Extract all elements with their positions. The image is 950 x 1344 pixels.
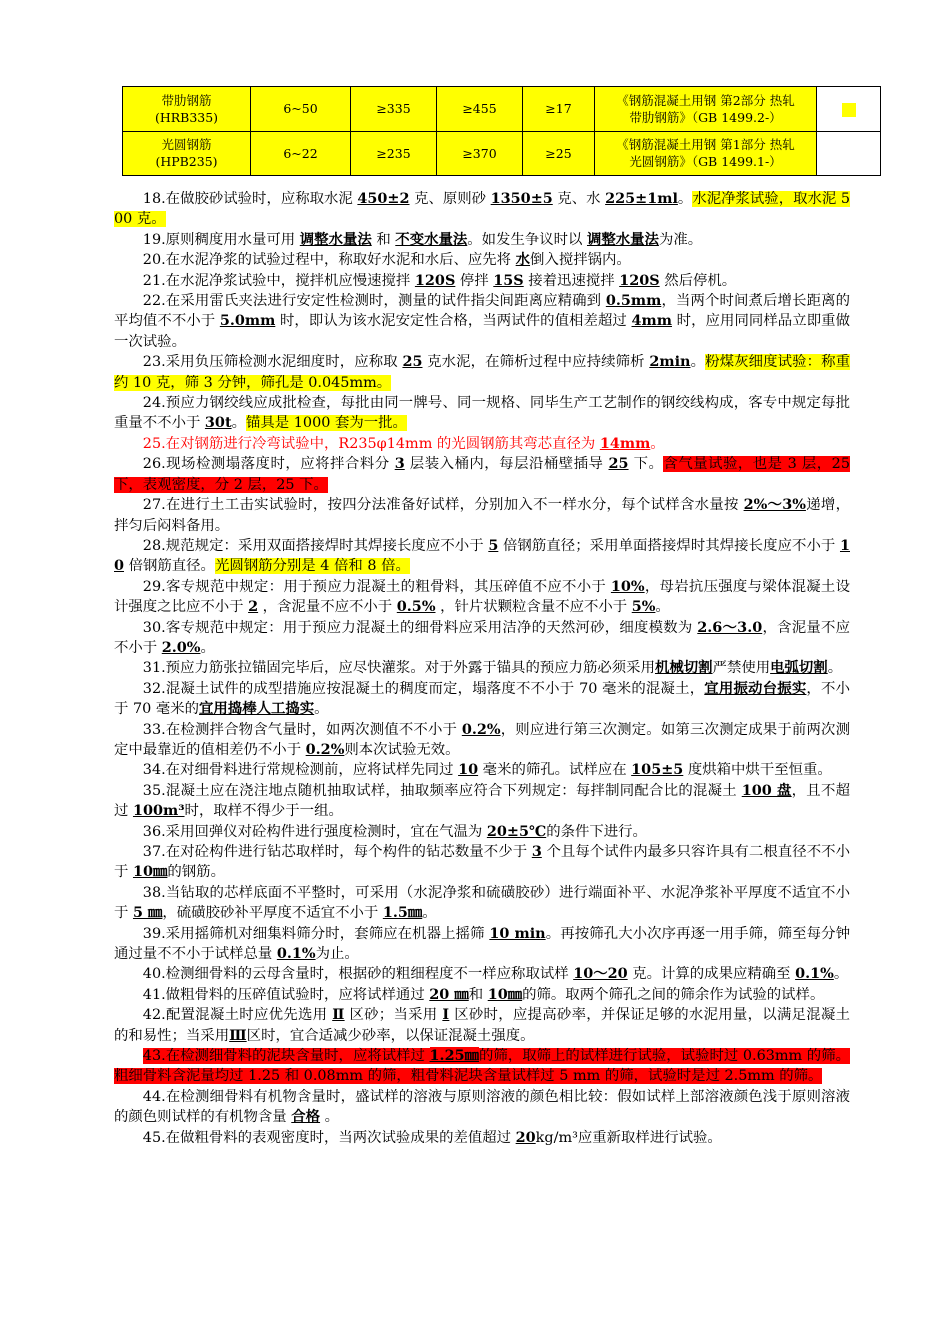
item-29: 29.客专规范中规定：用于预应力混凝土的粗骨料，其压碎值不应不小于 10%，母岩抗压强度与梁体混凝土设计强度之比应不小于 2 ，含泥量不应不小于 0.5% ，针片状颗粒含量不应不小于 5%。 bbox=[114, 577, 850, 616]
item-45: 45.在做粗骨料的表观密度时，当两次试验成果的差值超过 20kg/m³应重新取样进行试验。 bbox=[142, 1128, 722, 1146]
table-row bbox=[123, 87, 881, 132]
item-37: 37.在对砼构件进行钻芯取样时，每个构件的钻芯数量不少于 3 个且每个试件内最多只容许具有二根直径不不小于 10㎜的钢筋。 bbox=[114, 843, 850, 881]
item-44: 44.在检测细骨料有机物含量时，盛试样的溶液与原则溶液的颜色相比较：假如试样上部溶液颜色浅于原则溶液的颜色则试样的有机物含量 合格 。 bbox=[114, 1088, 850, 1126]
item-32: 32.混凝土试件的成型措施应按混凝土的稠度而定，塌落度不不小于 70 毫米的混凝土，宜用振动台振实，不小于 70 毫米的宜用捣棒人工捣实。 bbox=[114, 679, 850, 718]
item-26: 26.现场检测塌落度时，应将拌合料分 3 层装入桶内，每层沿桶壁插导 25 下。含气量试验，也是 3 层，25 下，表观密度，分 2 层，25 下。 bbox=[114, 455, 850, 493]
highlight-marker bbox=[842, 103, 856, 117]
item-27: 27.在进行土工击实试验时，按四分法准备好试样，分别加入不一样水分，每个试样含水量按 2%～3%递增，拌匀后闷料备用。 bbox=[114, 496, 850, 534]
table-cell: ≥370 bbox=[437, 131, 523, 176]
table-cell: 6~22 bbox=[251, 131, 351, 176]
item-40: 40.检测细骨料的云母含量时，根据砂的粗细程度不一样应称取试样 10～20 克。计算的成果应精确至 0.1%。 bbox=[142, 965, 849, 983]
table-cell-name: 光圆钢筋 (HPB235) bbox=[123, 131, 251, 176]
question-list bbox=[114, 189, 850, 1148]
item-33: 33.在检测拌合物含气量时，如两次测值不不小于 0.2%，则应进行第三次测定。如第三次测定成果于前两次测定中最靠近的值相差仍不小于 0.2%则本次试验无效。 bbox=[114, 720, 850, 758]
item-18: 18.在做胶砂试验时，应称取水泥 450±2 克、原则砂 1350±5 克、水 225±1ml。水泥净浆试验，取水泥 500 克。 bbox=[114, 190, 850, 228]
item-23: 23.采用负压筛检测水泥细度时，应称取 25 克水泥，在筛析过程中应持续筛析 2min。粉煤灰细度试验：称重约 10 克，筛 3 分钟，筛孔是 0.045mm。 bbox=[114, 353, 850, 391]
table-cell-empty bbox=[817, 131, 881, 176]
item-34: 34.在对细骨料进行常规检测前，应将试样先同过 10 毫米的筛孔。试样应在 105±5 度烘箱中烘干至恒重。 bbox=[142, 761, 832, 779]
table-cell-standard: 《钢筋混凝土用钢 第2部分 热轧 带肋钢筋》（GB 1499.2-） bbox=[595, 87, 817, 132]
item-20: 20.在水泥净浆的试验过程中，称取好水泥和水后、应先将 水倒入搅拌锅内。 bbox=[142, 251, 631, 269]
rebar-spec-table bbox=[122, 86, 881, 176]
table-cell: ≥25 bbox=[523, 131, 595, 176]
item-41: 41.做粗骨料的压碎值试验时，应将试样通过 20 ㎜和 10㎜的筛。取两个筛孔之间的筛余作为试验的试样。 bbox=[142, 985, 825, 1003]
table-cell: ≥235 bbox=[351, 131, 437, 176]
item-42: 42.配置混凝土时应优先选用 Ⅱ 区砂；当采用 Ⅰ 区砂时，应提高砂率，并保证足够的水泥用量，以满足混凝土的和易性；当采用Ⅲ区时，宜合适减少砂率，以保证混凝土强度。 bbox=[114, 1006, 851, 1044]
item-38: 38.当钻取的芯样底面不平整时，可采用（水泥净浆和硫磺胶砂）进行端面补平、水泥净浆补平厚度不适宜不小于 5 ㎜，硫磺胶砂补平厚度不适宜不小于 1.5㎜。 bbox=[114, 884, 850, 922]
table-cell-name: 带肋钢筋 (HRB335) bbox=[123, 87, 251, 132]
table-cell: ≥17 bbox=[523, 87, 595, 132]
item-19: 19.原则稠度用水量可用 调整水量法 和 不变水量法。如发生争议时以 调整水量法为准。 bbox=[142, 230, 703, 248]
table-row bbox=[123, 131, 881, 176]
item-25: 25.在对钢筋进行冷弯试验中，R235φ14mm 的光圆钢筋其弯芯直径为 14mm。 bbox=[142, 434, 665, 452]
item-35: 35.混凝土应在浇注地点随机抽取试样，抽取频率应符合下列规定：每拌制同配合比的混凝土 100 盘，且不超过 100m³时，取样不得少于一组。 bbox=[114, 781, 850, 820]
item-21: 21.在水泥净浆试验中，搅拌机应慢速搅拌 120S 停拌 15S 接着迅速搅拌 120S 然后停机。 bbox=[142, 271, 737, 289]
table-cell: ≥335 bbox=[351, 87, 437, 132]
item-28: 28.规范规定：采用双面搭接焊时其焊接长度应不小于 5 倍钢筋直径；采用单面搭接焊时其焊接长度应不小于 10 倍钢筋直径。光圆钢筋分别是 4 倍和 8 倍。 bbox=[114, 536, 850, 575]
item-31: 31.预应力筋张拉锚固完毕后，应尽快灌浆。对于外露于锚具的预应力筋必须采用机械切割严禁使用电弧切割。 bbox=[142, 659, 843, 677]
item-22: 22.在采用雷氏夹法进行安定性检测时，测量的试件指尖间距离应精确到 0.5mm，当两个时间煮后增长距离的平均值不不小于 5.0mm 时，即认为该水泥安定性合格，当两试件的值相差超过 4mm 时，应用同同样品立即重做一次试验。 bbox=[114, 292, 851, 350]
item-24: 24.预应力钢绞线应成批检查，每批由同一牌号、同一规格、同毕生产工艺制作的钢绞线构成，客专中规定每批重量不不小于 30t。锚具是 1000 套为一批。 bbox=[114, 395, 850, 432]
item-39: 39.采用摇筛机对细集料筛分时，套筛应在机器上摇筛 10 min。再按筛孔大小次序再逐一用手筛，筛至每分钟通过量不不小于试样总量 0.1%为止。 bbox=[114, 924, 850, 963]
table-cell-standard: 《钢筋混凝土用钢 第1部分 热轧 光圆钢筋》（GB 1499.1-） bbox=[595, 131, 817, 176]
item-43: 43.在检测细骨料的泥块含量时，应将试样过 1.25㎜的筛，取筛上的试样进行试验，试验时过 0.63mm 的筛。粗细骨料含泥量均过 1.25 和 0.08mm 的筛，粗骨料泥块含量试样过 5 mm 的筛，试验时是过 2.5mm 的筛。 bbox=[114, 1047, 850, 1085]
item-30: 30.客专规范中规定：用于预应力混凝土的细骨料应采用洁净的天然河砂，细度模数为 2.6～3.0，含泥量不应不小于 2.0%。 bbox=[114, 618, 850, 656]
table-cell: ≥455 bbox=[437, 87, 523, 132]
table-cell: 6~50 bbox=[251, 87, 351, 132]
item-36: 36.采用回弹仪对砼构件进行强度检测时，宜在气温为 20±5℃的条件下进行。 bbox=[142, 822, 647, 840]
table-cell-marker bbox=[817, 87, 881, 132]
